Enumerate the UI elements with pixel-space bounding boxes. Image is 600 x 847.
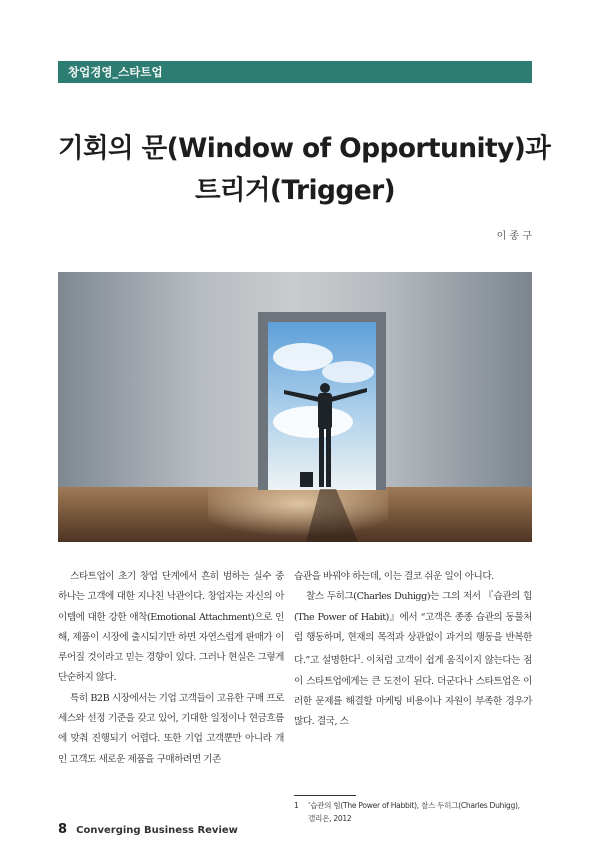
paragraph [294, 587, 532, 732]
hero-image [58, 272, 532, 542]
page-footer [58, 818, 238, 837]
footnote-ref[interactable]: 1 [357, 654, 361, 662]
footnote-text: ‘습관의 힘(The Power of Habbit), 찰스 두히그(Charles Duhigg), [308, 801, 520, 810]
cloud-1 [273, 343, 333, 371]
section-label: 창업경영_스타트업 [68, 65, 163, 79]
paragraph: 스타트업이 초기 창업 단계에서 흔히 범하는 실수 중 하나는 고객에 대한 지나친 낙관이다. 창업자는 자신의 아이템에 대한 강한 애착(Emotional Attachment)으로 인해, 제품이 시장에 출시되기만 하면 자연스럽게 판매가 이루어질 것이라고 믿는 경향이 있다. 그러나 현실은 그렇게 단순하지 않다. [58, 571, 284, 684]
footnote-divider [294, 795, 356, 796]
body-column-right [294, 567, 532, 733]
title-line-2: 트리거(Trigger) [194, 175, 396, 206]
journal-name: Converging Business Review [76, 825, 238, 836]
cloud-3 [273, 406, 353, 438]
cloud-2 [322, 361, 374, 383]
paragraph: 습관을 바꿔야 하는데, 이는 결코 쉬운 일이 아니다. [294, 571, 494, 582]
paragraph: 특히 B2B 시장에서는 기업 고객들이 고유한 구매 프로세스와 선정 기준을 갖고 있어, 기대한 일정이나 현금흐름에 맞춰 진행되기 어렵다. 또한 기업 고객뿐만 아니라 개인 고객도 새로운 제품을 구매하려면 기존 [58, 692, 284, 765]
body-column-left [58, 567, 284, 770]
footnote [294, 800, 534, 825]
author-name: 이 종 구 [496, 231, 532, 242]
paragraph-text: . 이처럼 고객이 쉽게 움직이지 않는다는 점이 스타트업에게는 큰 도전이 된다. 더군다나 스타트업은 이러한 문제를 해결할 마케팅 비용이나 자원이 부족한 경우가 많다. 결국, 스 [294, 655, 532, 728]
article-title [58, 128, 551, 212]
footnote-number: 1 [294, 801, 299, 810]
page-number: 8 [58, 822, 68, 837]
paragraph-text: 찰스 두히그(Charles Duhigg)는 그의 저서 『습관의 힘(The Power of Habit)』에서 “고객은 종종 습관의 동물처럼 행동하며, 현재의 목적과 상관없이 과거의 행동을 반복한다.”고 설명한다 [294, 591, 532, 667]
doorway-illustration [58, 272, 532, 542]
briefcase [300, 472, 313, 487]
floor-glow [208, 487, 388, 542]
section-bar [58, 61, 532, 83]
title-line-1: 기회의 문(Window of Opportunity)과 [58, 133, 551, 164]
footnote-text-line2: 갤리온, 2012 [308, 813, 352, 823]
